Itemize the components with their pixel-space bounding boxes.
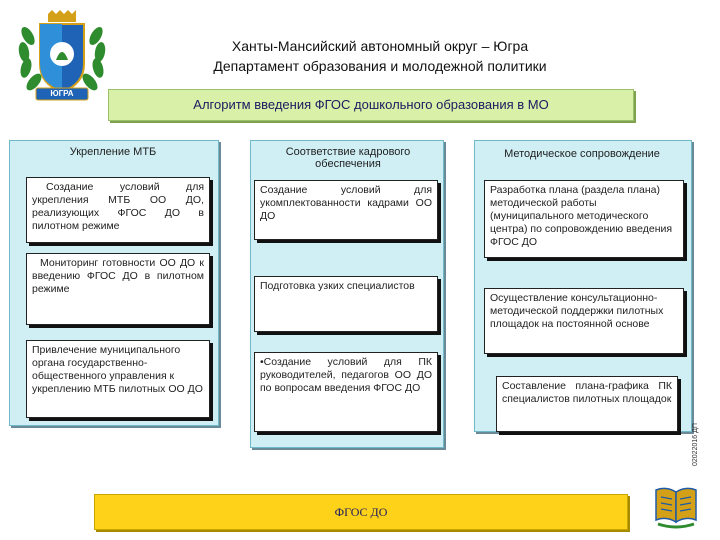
mtb-item-monitoring: Мониторинг готовности ОО ДО к введению ФГОС ДО в пилотном режиме [26,253,210,325]
staffing-item-completeness: Создание условий для укомплектованности кадрами ОО ДО [254,180,438,240]
column-methodical-title: Методическое сопровождение [504,148,660,160]
methodical-item-schedule: Составление плана-графика ПК специалистов пилотных площадок [496,376,678,432]
methodical-item-support: Осуществление консультационно-методической поддержки пилотных площадок на постоянной основе [484,288,684,354]
fgos-do-footer: ФГОС ДО [94,494,628,530]
methodical-item-plan: Разработка плана (раздела плана) методической работы (муниципального методического центра) по сопровождению введения ФГОС ДО [484,180,684,258]
column-mtb-title: Укрепление МТБ [69,146,157,158]
coat-of-arms-icon [14,10,110,102]
algorithm-banner: Алгоритм введения ФГОС дошкольного образования в МО [108,89,634,121]
emblem-ribbon-text: ЮГРА [50,89,74,98]
staffing-item-training: •Создание условий для ПК руководителей, педагогов ОО ДО по вопросам введения ФГОС ДО [254,352,438,432]
mtb-item-governance: Привлечение муниципального органа государственно-общественного управления к укреплению МТБ пилотных ОО ДО [26,340,210,418]
header-region-title: Ханты-Мансийский автономный округ – Югра [231,38,529,54]
staffing-item-specialists: Подготовка узких специалистов [254,276,438,332]
open-book-icon [654,484,698,534]
header-department-title: Департамент образования и молодежной политики [213,58,547,74]
column-staffing-title: Соответствие кадрового обеспечения [285,146,411,170]
mtb-item-conditions: Создание условий для укрепления МТБ ОО ДО, реализующих ФГОС ДО в пилотном режиме [26,177,210,243]
side-code-label: 02022016 ДП [692,423,699,466]
